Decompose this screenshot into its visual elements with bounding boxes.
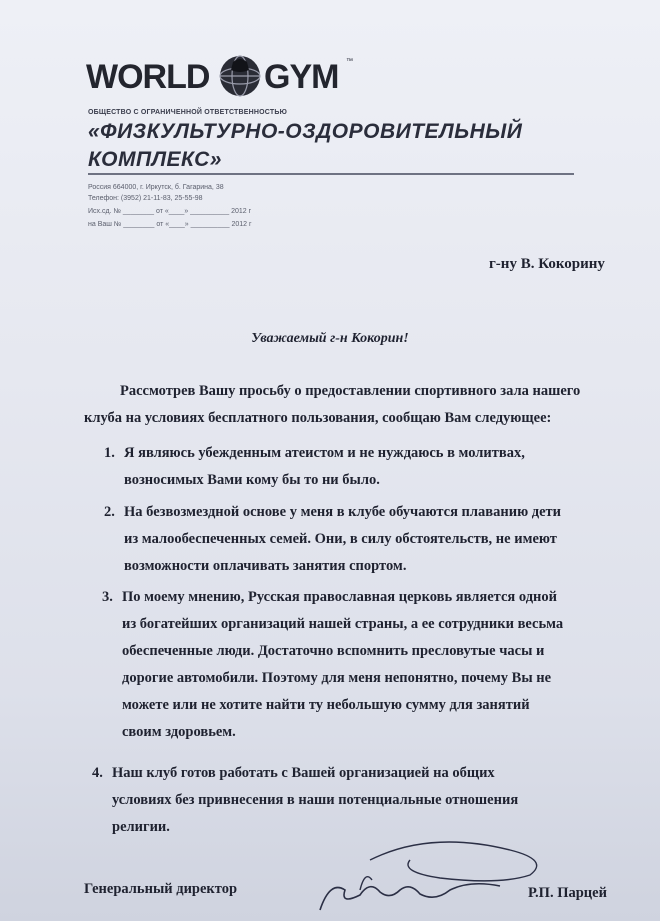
list-item-number: 1. (104, 445, 115, 461)
outgoing-ref: Исх.сд. № ________ от «____» __________ 2012 г (88, 208, 252, 215)
list-item-line: Наш клуб готов работать с Вашей организацией на общих (112, 765, 495, 781)
list-item-line: Я являюсь убежденным атеистом и не нуждаюсь в молитвах, (124, 445, 525, 461)
salutation: Уважаемый г-н Кокорин! (251, 331, 409, 346)
list-item-line: обеспеченные люди. Достаточно вспомнить пресловутые часы и (122, 643, 545, 659)
list-item-line: возможности оплачивать занятия спортом. (124, 558, 407, 574)
org-name-line-2: КОМПЛЕКС» (88, 148, 222, 171)
logo-word-world: WORLD (86, 58, 210, 96)
list-item-line: условиях без привнесения в наши потенциальные отношения (112, 792, 519, 808)
intro-line-1: Рассмотрев Вашу просьбу о предоставлении спортивного зала нашего (120, 383, 581, 399)
list-item-number: 2. (104, 504, 115, 520)
incoming-ref: на Ваш № ________ от «____» __________ 2012 г (88, 221, 252, 228)
logo-word-gym: GYM (264, 58, 339, 96)
list-item-line: из богатейших организаций нашей страны, а ее сотрудники весьма (122, 616, 564, 632)
signer-title: Генеральный директор (84, 881, 238, 897)
world-gym-logo (86, 28, 356, 98)
list-item-number: 4. (92, 765, 103, 781)
header-divider (88, 173, 574, 175)
list-item-line: возносимых Вами кому бы то ни было. (124, 472, 380, 488)
list-item-line: дорогие автомобили. Поэтому для меня непонятно, почему Вы не (122, 670, 552, 686)
globe-gorilla-icon (218, 54, 262, 98)
org-phone: Телефон: (3952) 21-11-83, 25-55-98 (88, 195, 203, 202)
list-item-number: 3. (102, 589, 113, 605)
list-item-line: из малообеспеченных семей. Они, в силу обстоятельств, не имеют (124, 531, 557, 547)
list-item-line: своим здоровьем. (122, 724, 236, 740)
list-item-line: По моему мнению, Русская православная церковь является одной (122, 589, 558, 605)
org-name (88, 118, 522, 174)
signer-name: Р.П. Парцей (528, 885, 607, 901)
org-name-line-1: «ФИЗКУЛЬТУРНО-ОЗДОРОВИТЕЛЬНЫЙ (88, 120, 523, 143)
org-address: Россия 664000, г. Иркутск, б. Гагарина, 38 (88, 184, 224, 191)
intro-line-2: клуба на условиях бесплатного пользования, сообщаю Вам следующее: (84, 410, 552, 426)
org-type: ОБЩЕСТВО С ОГРАНИЧЕННОЙ ОТВЕТСТВЕННОСТЬЮ (88, 109, 287, 116)
trademark-mark: ™ (346, 58, 353, 65)
list-item-line: На безвозмездной основе у меня в клубе обучаются плаванию дети (124, 504, 562, 520)
handwritten-signature (300, 820, 570, 920)
recipient: г-ну В. Кокорину (489, 256, 605, 272)
list-item-line: религии. (112, 819, 170, 835)
list-item-line: можете или не хотите найти ту небольшую сумму для занятий (122, 697, 530, 713)
